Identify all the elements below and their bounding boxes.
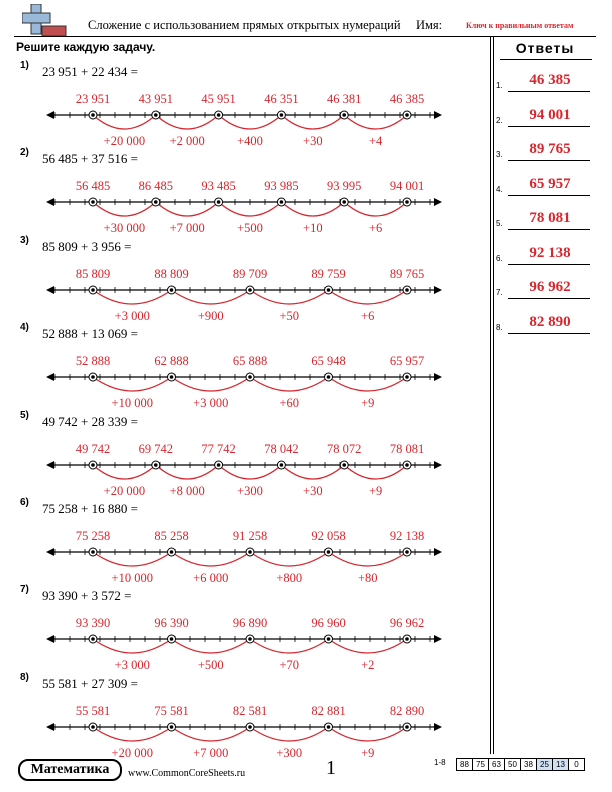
step-value-label: 78 072 — [327, 441, 362, 456]
number-point — [405, 375, 409, 379]
jump-label: +6 — [361, 308, 375, 323]
problem-number: 1) — [20, 60, 29, 71]
answer-key-label: Ключ к правильным ответам — [466, 21, 574, 30]
number-point — [91, 725, 95, 729]
problem-expression: 52 888 + 13 069 = — [42, 326, 138, 342]
number-point — [248, 288, 252, 292]
score-cell: 88 — [456, 758, 473, 771]
problem-expression: 75 258 + 16 880 = — [42, 501, 138, 516]
answer-value: 89 765 — [529, 141, 571, 157]
left-arrow-icon — [46, 723, 54, 731]
jump-label: +7 000 — [193, 745, 229, 760]
right-arrow-icon — [434, 373, 442, 381]
right-arrow-icon — [434, 635, 442, 643]
answers-title: Ответы — [515, 40, 575, 56]
step-value-label: 96 960 — [311, 616, 346, 631]
number-point — [91, 288, 95, 292]
jump-label: +800 — [276, 571, 303, 585]
number-point — [405, 463, 409, 467]
score-cell: 38 — [521, 758, 537, 771]
jump-label: +300 — [237, 483, 263, 498]
instructions: Решите каждую задачу. — [16, 40, 156, 54]
answer-number: 6. — [496, 253, 503, 263]
step-value-label: 82 581 — [232, 703, 268, 718]
step-value-label: 52 888 — [75, 354, 111, 369]
score-cell: 50 — [505, 758, 521, 771]
step-value-label: 46 381 — [327, 92, 362, 106]
score-cell: 0 — [569, 758, 585, 771]
step-value-label: 86 485 — [138, 179, 173, 194]
score-cell: 63 — [489, 758, 505, 771]
number-point — [154, 201, 158, 205]
number-point — [405, 288, 409, 292]
number-point — [154, 113, 158, 117]
jump-label: +9 — [361, 745, 375, 760]
step-value-label: 78 042 — [264, 441, 299, 456]
answer-blank-line — [508, 91, 590, 92]
right-arrow-icon — [434, 548, 442, 556]
jump-label: +4 — [368, 134, 383, 148]
step-value-label: 46 385 — [389, 92, 425, 106]
number-point — [327, 638, 331, 642]
jump-arc — [172, 552, 251, 566]
number-point — [170, 638, 174, 642]
number-line — [40, 687, 500, 767]
step-value-label: 46 351 — [264, 92, 299, 106]
number-point — [91, 113, 95, 117]
step-value-label: 94 001 — [389, 179, 425, 194]
number-point — [405, 201, 409, 205]
step-value-label: 96 390 — [154, 616, 189, 631]
left-arrow-icon — [46, 111, 54, 119]
step-value-label: 92 138 — [389, 529, 425, 543]
jump-label: +9 — [368, 483, 383, 498]
right-arrow-icon — [434, 198, 442, 206]
jump-arc — [172, 727, 251, 741]
step-value-label: 43 951 — [138, 92, 173, 106]
worksheet-title: Сложение с использованием прямых открытых нумераций — [88, 18, 401, 32]
number-point — [170, 725, 174, 729]
answer-value: 65 957 — [529, 175, 571, 192]
score-range-label: 1-8 — [434, 758, 446, 767]
step-value-label: 92 058 — [311, 529, 346, 543]
score-cell: 13 — [553, 758, 569, 771]
problem-number: 7) — [20, 584, 29, 596]
left-arrow-icon — [46, 198, 54, 206]
step-value-label: 85 809 — [75, 266, 111, 281]
answer-blank-line — [508, 195, 590, 196]
right-arrow-icon — [434, 461, 442, 469]
number-point — [327, 725, 331, 729]
problem-expression: 49 742 + 28 339 = — [42, 413, 138, 429]
step-value-label: 75 581 — [154, 703, 189, 718]
jump-arc — [156, 202, 219, 216]
answer-value: 94 001 — [529, 106, 571, 123]
number-point — [217, 113, 221, 117]
score-cell: 75 — [473, 758, 489, 771]
jump-label: +7 000 — [169, 221, 205, 236]
jump-label: +50 — [279, 308, 300, 323]
answer-value: 78 081 — [529, 210, 571, 226]
score-table — [434, 758, 585, 771]
jump-label: +500 — [237, 221, 263, 236]
problem-number: 4) — [20, 322, 29, 334]
problem-number: 8) — [20, 671, 29, 683]
step-value-label: 89 765 — [389, 266, 425, 281]
number-point — [91, 463, 95, 467]
jump-label: +30 — [303, 134, 323, 148]
step-value-label: 85 258 — [154, 529, 189, 543]
jump-arc — [344, 115, 407, 129]
jump-arc — [156, 115, 219, 129]
number-point — [327, 550, 331, 554]
jump-label: +3 000 — [114, 308, 150, 323]
number-point — [154, 463, 158, 467]
header-divider — [14, 36, 596, 37]
answer-blank-line — [508, 229, 590, 230]
answer-value: 92 138 — [529, 244, 571, 261]
step-value-label: 56 485 — [75, 179, 111, 194]
problem-expression: 23 951 + 22 434 = — [42, 64, 138, 79]
jump-arc — [250, 290, 329, 304]
step-value-label: 93 995 — [327, 179, 362, 194]
number-point — [342, 201, 346, 205]
jump-arc — [93, 115, 156, 129]
right-arrow-icon — [434, 286, 442, 294]
step-value-label: 91 258 — [232, 529, 268, 543]
step-value-label: 65 888 — [232, 354, 268, 369]
number-point — [248, 725, 252, 729]
step-value-label: 82 881 — [311, 703, 346, 718]
left-arrow-icon — [46, 461, 54, 469]
answer-blank-line — [508, 160, 590, 161]
number-point — [91, 375, 95, 379]
jump-label: +8 000 — [169, 483, 205, 498]
step-value-label: 93 485 — [201, 179, 236, 194]
left-arrow-icon — [46, 548, 54, 556]
number-line — [40, 250, 500, 330]
step-value-label: 75 258 — [75, 529, 111, 543]
number-point — [248, 375, 252, 379]
answer-number: 7. — [496, 288, 503, 297]
answer-number: 3. — [496, 150, 503, 159]
number-point — [280, 463, 284, 467]
step-value-label: 96 890 — [232, 616, 268, 631]
step-value-label: 69 742 — [138, 441, 173, 456]
plus-logo-icon — [22, 4, 68, 38]
site-url: www.CommonCoreSheets.ru — [128, 768, 246, 779]
jump-arc — [172, 639, 251, 653]
step-value-label: 77 742 — [201, 441, 236, 456]
jump-label: +2 — [361, 658, 375, 673]
jump-arc — [250, 639, 329, 653]
problem-expression: 93 390 + 3 572 = — [42, 588, 132, 604]
number-line — [40, 337, 500, 417]
answers-title-underline — [500, 59, 592, 60]
number-point — [327, 288, 331, 292]
number-point — [327, 375, 331, 379]
jump-label: +3 000 — [114, 658, 150, 673]
jump-label: +2 000 — [169, 134, 205, 148]
step-value-label: 96 962 — [389, 616, 425, 631]
jump-label: +30 — [303, 483, 323, 498]
jump-label: +20 000 — [103, 483, 146, 498]
number-point — [405, 550, 409, 554]
jump-label: +20 000 — [111, 745, 153, 760]
step-value-label: 89 709 — [232, 266, 268, 281]
left-arrow-icon — [46, 635, 54, 643]
number-point — [405, 725, 409, 729]
score-cell: 25 — [537, 758, 553, 771]
jump-arc — [281, 115, 344, 129]
jump-label: +6 000 — [193, 571, 229, 585]
jump-label: +9 — [361, 396, 375, 411]
number-point — [405, 638, 409, 642]
jump-arc — [93, 202, 156, 216]
step-value-label: 93 390 — [75, 616, 111, 631]
jump-label: +400 — [237, 134, 263, 148]
jump-label: +6 — [368, 221, 383, 236]
number-point — [248, 638, 252, 642]
jump-arc — [93, 465, 156, 479]
step-value-label: 62 888 — [154, 354, 189, 369]
jump-arc — [250, 727, 329, 741]
answer-value: 46 385 — [529, 72, 571, 88]
jump-label: +80 — [357, 571, 378, 585]
right-arrow-icon — [434, 111, 442, 119]
left-arrow-icon — [46, 373, 54, 381]
answer-number: 1. — [496, 81, 503, 90]
problem-number: 6) — [20, 497, 29, 508]
jump-arc — [172, 377, 251, 391]
jump-arc — [281, 465, 344, 479]
right-arrow-icon — [434, 723, 442, 731]
number-point — [91, 201, 95, 205]
number-point — [248, 550, 252, 554]
problem-number: 3) — [20, 234, 29, 246]
step-value-label: 65 948 — [311, 354, 346, 369]
step-value-label: 55 581 — [75, 703, 111, 718]
number-point — [91, 638, 95, 642]
answer-value: 82 890 — [529, 313, 571, 330]
brand-badge: Математика — [18, 759, 122, 781]
number-point — [217, 463, 221, 467]
jump-arc — [172, 290, 251, 304]
jump-arc — [344, 202, 407, 216]
number-line — [40, 75, 500, 155]
jump-label: +70 — [279, 658, 300, 673]
jump-label: +900 — [197, 308, 224, 323]
number-point — [170, 550, 174, 554]
step-value-label: 88 809 — [154, 266, 189, 281]
answer-blank-line — [508, 126, 590, 127]
jump-arc — [281, 202, 344, 216]
name-label: Имя: — [416, 18, 443, 32]
number-line — [40, 162, 500, 242]
jump-label: +30 000 — [103, 221, 146, 236]
answer-blank-line — [508, 333, 590, 334]
number-point — [342, 463, 346, 467]
answer-number: 5. — [496, 219, 503, 228]
number-point — [280, 113, 284, 117]
step-value-label: 65 957 — [389, 354, 425, 369]
answer-number: 2. — [496, 115, 503, 125]
answer-number: 8. — [496, 322, 503, 332]
step-value-label: 82 890 — [389, 703, 425, 718]
jump-label: +10 000 — [111, 396, 153, 411]
number-point — [170, 375, 174, 379]
step-value-label: 45 951 — [201, 92, 236, 106]
left-arrow-icon — [46, 286, 54, 294]
jump-label: +20 000 — [103, 134, 146, 148]
answer-blank-line — [508, 264, 590, 265]
number-point — [342, 113, 346, 117]
jump-arc — [156, 465, 219, 479]
number-line — [40, 599, 500, 679]
answer-number: 4. — [496, 184, 503, 194]
jump-arc — [250, 552, 329, 566]
step-value-label: 49 742 — [75, 441, 111, 456]
page-number: 1 — [326, 757, 336, 779]
number-point — [405, 113, 409, 117]
number-point — [280, 201, 284, 205]
jump-arc — [250, 377, 329, 391]
number-line — [40, 512, 500, 592]
problem-expression: 85 809 + 3 956 = — [42, 238, 132, 254]
jump-label: +500 — [197, 658, 224, 673]
jump-label: +300 — [276, 745, 303, 760]
jump-label: +60 — [279, 396, 300, 411]
answer-value: 96 962 — [529, 279, 571, 295]
step-value-label: 89 759 — [311, 266, 346, 281]
step-value-label: 78 081 — [389, 441, 425, 456]
jump-label: +10 — [303, 221, 323, 236]
answer-blank-line — [508, 298, 590, 299]
number-point — [170, 288, 174, 292]
step-value-label: 93 985 — [264, 179, 299, 194]
step-value-label: 23 951 — [75, 92, 111, 106]
problem-expression: 55 581 + 27 309 = — [42, 675, 138, 691]
jump-label: +3 000 — [193, 396, 229, 411]
number-point — [91, 550, 95, 554]
problem-number: 5) — [20, 409, 29, 421]
number-point — [217, 201, 221, 205]
problem-expression: 56 485 + 37 516 = — [42, 151, 138, 167]
jump-arc — [344, 465, 407, 479]
jump-label: +10 000 — [111, 571, 153, 585]
problem-number: 2) — [20, 147, 29, 159]
number-line — [40, 425, 500, 505]
